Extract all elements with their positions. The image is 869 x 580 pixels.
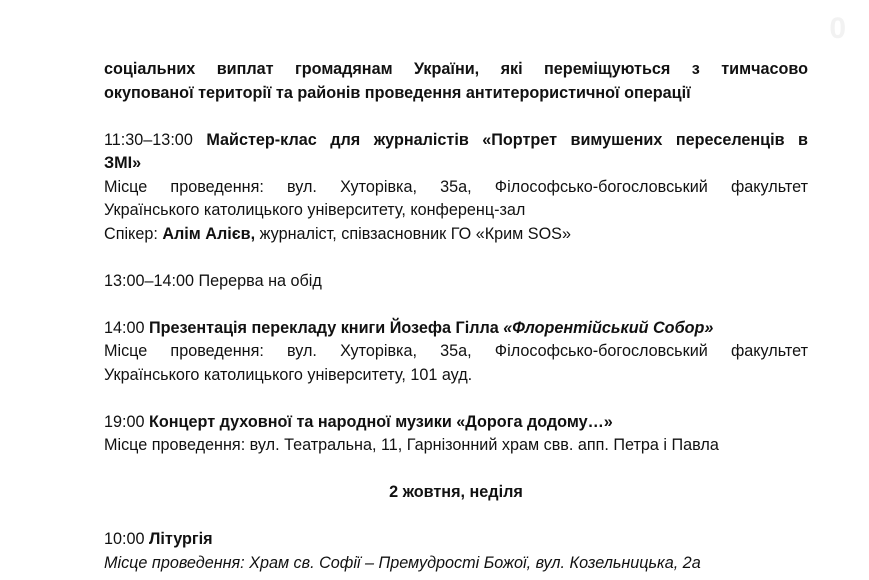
event-title-line-1 bbox=[104, 129, 808, 153]
event-time: 14:00 bbox=[104, 318, 145, 337]
event-time: 10:00 bbox=[104, 530, 145, 548]
event-time: 19:00 bbox=[104, 412, 145, 431]
event-title: Презентація перекладу книги Йозефа Гілла bbox=[149, 318, 499, 337]
event-title-line bbox=[104, 528, 808, 552]
day-heading: 2 жовтня, неділя bbox=[389, 483, 523, 501]
event-time: 13:00–14:00 bbox=[104, 271, 195, 290]
spacer bbox=[104, 387, 808, 411]
spacer bbox=[104, 458, 808, 482]
event-concert bbox=[104, 411, 808, 458]
event-title-line bbox=[104, 411, 808, 435]
spacer bbox=[104, 105, 808, 129]
spacer bbox=[104, 293, 808, 317]
event-title-line bbox=[104, 317, 808, 341]
event-place: Місце проведення: Храм св. Софії – Премудрості Божої, вул. Козельницька, 2а bbox=[104, 553, 701, 572]
event-book-presentation bbox=[104, 317, 808, 388]
intro-line-1: соціальних виплат громадянам України, які переміщуються з тимчасово bbox=[104, 60, 808, 78]
intro-line-2: окупованої території та районів проведення антитерористичної операції bbox=[104, 83, 691, 102]
event-title: Літургія bbox=[149, 530, 213, 548]
event-place-line-1: Місце проведення: вул. Хуторівка, 35а, Філософсько-богословський факультет bbox=[104, 177, 808, 196]
event-liturgy bbox=[104, 528, 808, 575]
speaker-description: журналіст, співзасновник ГО «Крим SOS» bbox=[259, 224, 571, 243]
watermark-logo: 0 bbox=[829, 12, 847, 45]
spacer bbox=[104, 505, 808, 529]
intro-paragraph bbox=[104, 58, 808, 105]
spacer bbox=[104, 246, 808, 270]
event-place-line-2: Українського католицького університету, конференц-зал bbox=[104, 201, 526, 219]
event-title: Перерва на обід bbox=[198, 271, 322, 290]
event-place-line-1: Місце проведення: вул. Хуторівка, 35а, Філософсько-богословський факультет bbox=[104, 342, 808, 360]
event-time: 11:30–13:00 bbox=[104, 130, 193, 149]
event-title: Майстер-клас для журналістів «Портрет вимушених переселенців в bbox=[206, 130, 808, 149]
speaker-prefix: Спікер: bbox=[104, 224, 158, 243]
document-body bbox=[104, 58, 808, 575]
event-line bbox=[104, 270, 808, 294]
event-masterclass bbox=[104, 129, 808, 247]
event-place-line-2: Українського католицького університету, 101 ауд. bbox=[104, 365, 473, 384]
event-title: Концерт духовної та народної музики «Дорога додому…» bbox=[149, 412, 613, 431]
event-title-line-2: ЗМІ» bbox=[104, 154, 142, 172]
book-title: «Флорентійський Собор» bbox=[503, 318, 714, 337]
speaker-name: Алім Алієв, bbox=[162, 224, 256, 243]
event-lunch-break bbox=[104, 270, 808, 294]
event-speaker bbox=[104, 223, 808, 247]
event-place: Місце проведення: вул. Театральна, 11, Гарнізонний храм свв. апп. Петра і Павла bbox=[104, 436, 719, 454]
